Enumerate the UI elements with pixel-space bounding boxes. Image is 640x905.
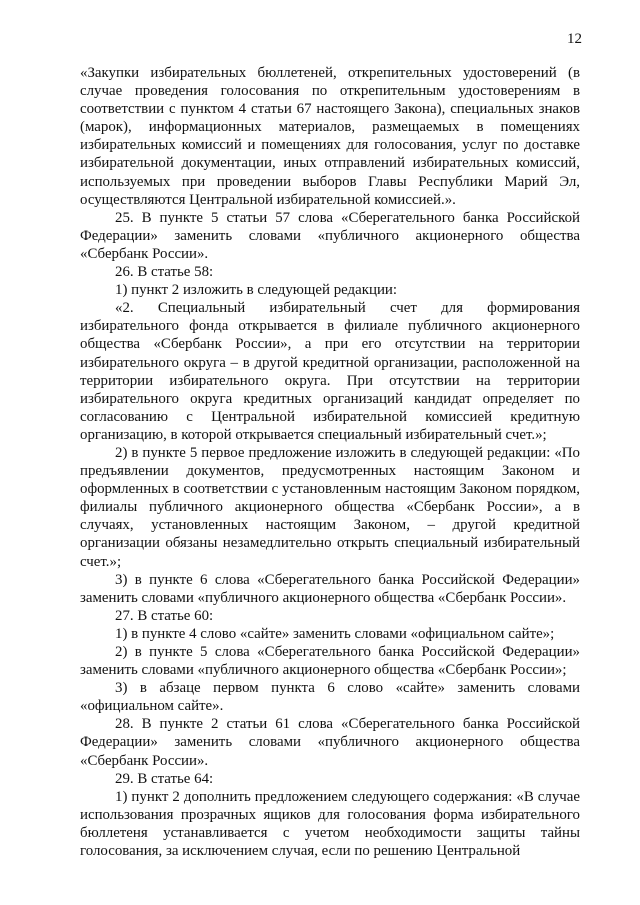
paragraph-item-26-2: 2) в пункте 5 первое предложение изложить в следующей редакции: «По предъявлении документов, предусмотренных настоящим Законом и оформленных в соответствии с установленным настоящим Законом порядком, филиалы публичного акционерного общества «Сбербанк России», а в случаях, установленных настоящим Законом, – другой кредитной организации обязаны незамедлительно открыть специальный избирательный счет.»;: [80, 444, 580, 570]
document-body: [80, 64, 580, 860]
paragraph-item-29-1: 1) пункт 2 дополнить предложением следующего содержания: «В случае использования прозрачных ящиков для голосования форма избирательного бюллетеня устанавливается с учетом необходимости защиты тайны голосования, за исключением случая, если по решению Центральной: [80, 788, 580, 860]
paragraph-item-26: 26. В статье 58:: [115, 264, 214, 281]
paragraph-item-26-3: 3) в пункте 6 слова «Сберегательного банка Российской Федерации» заменить словами «публичного акционерного общества «Сбербанк России».: [80, 571, 580, 606]
paragraph-item-25: 25. В пункте 5 статьи 57 слова «Сберегательного банка Российской Федерации» заменить словами «публичного акционерного общества «Сбербанк России».: [80, 209, 580, 262]
paragraph-item-29: 29. В статье 64:: [115, 770, 214, 787]
paragraph-item-26-1-text: «2. Специальный избирательный счет для формирования избирательного фонда открывается в филиале публичного акционерного общества «Сбербанк России», а при его отсутствии на территории избирательного округа – в другой кредитной организации, расположенной на территории избирательного округа. При отсутствии на территории избирательного округа кредитных организаций кандидат определяет по согласованию с Центральной избирательной комиссией кредитную организацию, в которой открывается специальный избирательный счет.»;: [80, 300, 580, 443]
paragraph-item-27-2: 2) в пункте 5 слова «Сберегательного банка Российской Федерации» заменить словами «публичного акционерного общества «Сбербанк России»;: [80, 644, 580, 679]
page-number: 12: [567, 31, 582, 47]
paragraph-item-27-1: 1) в пункте 4 слово «сайте» заменить словами «официальном сайте»;: [115, 625, 555, 642]
paragraph-item-27-3: 3) в абзаце первом пункта 6 слово «сайте» заменить словами «официальном сайте».: [80, 680, 580, 715]
paragraph-item-27: 27. В статье 60:: [115, 607, 214, 624]
paragraph-item-26-1: 1) пункт 2 изложить в следующей редакции:: [115, 282, 398, 299]
paragraph-item-28: 28. В пункте 2 статьи 61 слова «Сберегательного банка Российской Федерации» заменить словами «публичного акционерного общества «Сбербанк России».: [80, 716, 580, 769]
paragraph-closing-quote: «Закупки избирательных бюллетеней, открепительных удостоверений (в случае проведения голосования по открепительным удостоверениям в соответствии с пунктом 4 статьи 67 настоящего Закона), специальных знаков (марок), информационных материалов, размещаемых в помещениях избирательных комиссий и помещениях для голосования, услуг по доставке избирательной документации, иных отправлений избирательных комиссий, используемых при проведении выборов Главы Республики Марий Эл, осуществляются Центральной избирательной комиссией.».: [80, 65, 580, 208]
